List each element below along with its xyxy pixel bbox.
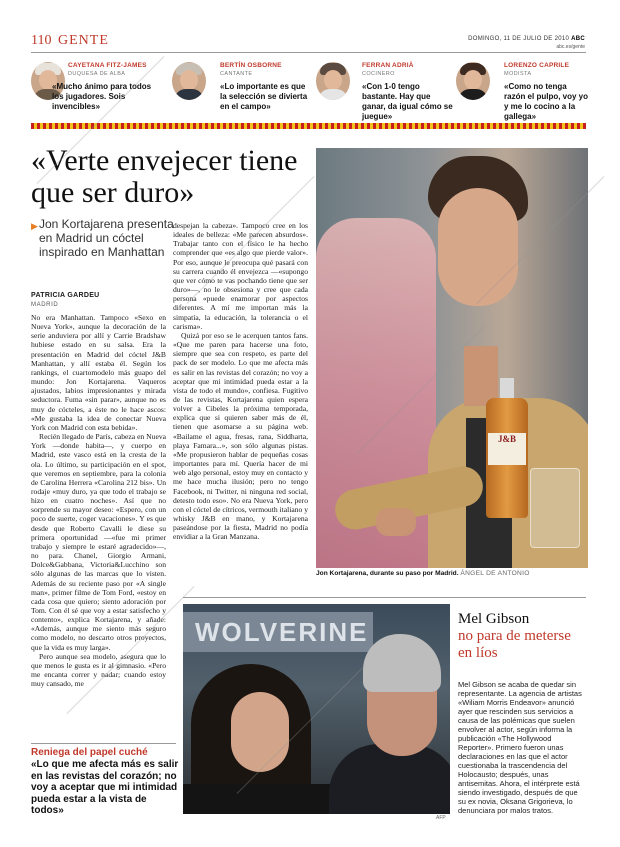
paragraph: Pero aunque sea modelo, asegura que lo que menos le gusta es ir al gimnasio. «Pero me encanta correr y nadar; cuando estoy muy cansado, me [31, 651, 166, 689]
secondary-photo [183, 604, 450, 814]
sidebar-body [458, 680, 586, 815]
paragraph: No era Manhattan. Tampoco «Sexo en Nueva York», aunque la decoración de la serie anduviera por allí y Carrie Bradshaw hubiese estado en su salsa. Era la presentación en Madrid del cóctel J&B Manhattan, y allí estaba él. Según los rankings, el cuartomodelo más guapo del mundo: Jon Kortajarena. Vaqueros ajustados, labios impresionantes y mirada seductora. Fuma «sin parar», aunque no es muy de cócteles, a éste no le hace ascos: «Me gustaba la idea de conectar Nueva York con Madrid con esta bebida». [31, 313, 166, 432]
pullquote: «Lo que me afecta más es salir en las revistas del corazón; no voy a aceptar que mi intimidad pueda estar a la vista de todos» [31, 759, 179, 817]
paragraph: Mel Gibson se acaba de quedar sin representante. La agencia de artistas «Wiliam Morris Endeavor» anunció ayer que rescinden sus servicios a causa de las polémicas que suelen envolver al actor, según informa la publicación «The Hollywood Reporter». Primero fueron unas declaraciones en las que el actor cuestionaba la trascendencia del Holocausto; después, unas antisemitas. Ahora, el intérprete está siendo investigado, después de que su ex novia, Oksana Grigorieva, lo denunciara por malos tratos. [458, 680, 582, 815]
quote-item [31, 62, 166, 124]
headline: «Verte envejecer tiene que ser duro» [31, 144, 298, 209]
paragraph: Recién llegado de París, cabeza en Nueva York —donde habita—, y cuerpo en Madrid, este vasco está en la cresta de la ola. Lo último, su participación en el spot, que veremos en septiembre, para la colonia de Carolina Herrera «Carolina 212 bis». Un rodaje «muy duro, ya que todo el trabajo se hizo en cuatro noches». Así que no sorprende su mayor deseo: «Espero, con un poco de suerte, coger vacaciones». Y es que desde que Roberto Cavalli le diese su primera oportunidad —«fue mi primer trabajo y siempre le estaré agradecido»—, no para. Chanel, Giorgio Armani, Dolce&Gabbana, Victoria&Lucchino son sólo algunas de las marcas que lo visten. Además de su reciente paso por «A single man», primer filme de Tom Ford, «estoy en cada cosa que quiero; siento adoración por Tom. Con él sé que voy a estar satisfecho y contento», explica Kortajarena, y añade: «Además, aunque me siento más seguro como modelo, no descarto otros proyectos, que la vida es muy larga». [31, 432, 166, 652]
quote-text: «Lo importante es que la selección se divierta en el campo» [220, 82, 308, 111]
flag-stripe [31, 123, 586, 129]
photo-credit: AFP [436, 815, 446, 821]
web-url: abc.es/gente [556, 44, 585, 50]
paper-name: ABC [571, 36, 585, 42]
quote-role: CANTANTE [220, 71, 253, 77]
page-number: 110 [31, 33, 52, 48]
quote-role: MODISTA [504, 71, 532, 77]
pullquote-rule [31, 743, 176, 744]
photo-credit: ÁNGEL DE ANTONIO [460, 570, 530, 577]
section-title: GENTE [58, 33, 109, 48]
photo-caption [316, 570, 530, 577]
bottle-label: J&B [488, 433, 526, 465]
sidebar-subtitle: no para de meterse en líos [458, 628, 571, 661]
quote-text: «Mucho ánimo para todos los jugadores. Sois invencibles» [52, 82, 152, 111]
quote-text: «Con 1-0 tengo bastante. Hay que ganar, da igual cómo se juegue» [362, 82, 453, 121]
arrow-icon: ▶ [31, 221, 38, 231]
quote-name: LORENZO CAPRILE [504, 62, 570, 69]
quote-text: «Como no tenga razón el pulpo, voy yo y me lo cocino a la gallega» [504, 82, 589, 121]
quote-item [172, 62, 307, 124]
body-column-2 [173, 221, 308, 583]
paragraph: Quizá por eso se le acerquen tantos fans. «Que me paren para hacerse una foto, siempre que sea con respeto, es parte del pack de ser modelo. Lo que me afecta más es salir en las revistas del corazón; no voy a aceptar que mi intimidad pueda estar a la vista de todo el mundo», confiesa. Fugitivo de las revistas, Kortajarena quien espera volver a Cibeles la próxima temporada, explica que si quieren saber más de él, tienen que asomarse a su página web. «Bailame el agua, fresas, rana, Siddharta, playa Famara...», son sólo algunas pistas. «Me propusieron hablar de pequeñas cosas importantes para mí. Quería hacer de mi web algo personal, estoy muy en contacto y me hace mucha ilusión; pero no tengo Facebook, ni Twitter, ni ninguna red social, detesto todo eso». No era Nueva York, pero con el cóctel de cítricos, vermouth italiano y whisky J&B en mano, y Kortajarena paseándose por la fiesta, Madrid no podía envidiar a la Gran Manzana. [173, 330, 308, 542]
quote-role: COCINERO [362, 71, 395, 77]
body-column-1 [31, 313, 166, 740]
quote-name: FERRAN ADRIÀ [362, 62, 414, 69]
byline: PATRICIA GARDEU [31, 292, 100, 299]
quote-name: BERTÍN OSBORNE [220, 62, 282, 69]
caption-text: Jon Kortajarena, durante su paso por Madrid. [316, 570, 459, 577]
quote-role: DUQUESA DE ALBA [68, 71, 126, 77]
header-rule [31, 52, 586, 53]
quote-name: CAYETANA FITZ-JAMES [68, 62, 147, 69]
date-text: DOMINGO, 11 DE JULIO DE 2010 [468, 36, 570, 42]
quote-item [456, 62, 588, 124]
pullquote-heading: Reniega del papel cuché [31, 747, 148, 758]
avatar [316, 62, 350, 100]
avatar [172, 62, 206, 100]
section-rule [183, 597, 586, 598]
dateline [468, 36, 585, 42]
poster-banner: WOLVERINE [183, 612, 373, 652]
dateline-place: MADRID [31, 302, 59, 308]
deck: Jon Kortajarena presenta en Madrid un cóctel inspirado en Manhattan [39, 217, 174, 259]
quote-item [316, 62, 451, 124]
sidebar-title: Mel Gibson [458, 611, 530, 627]
paragraph: despejan la cabeza». Tampoco cree en los ideales de belleza: «Me parecen absurdos». Trabajar tanto con el físico le ha hecho comprender que «es algo que pierde valor». Por eso, aunque le preocupa qué pasará con su carrera cuando él envejezca —«supongo que ver cómo te vas pochando tiene que ser duro»—, no le obsesiona y cree que cada persona «puede enamorar por aspectos diferentes. A mí me importan más la simpatía, la educación, la tolerancia o el carisma». [173, 221, 308, 331]
avatar [456, 62, 490, 100]
